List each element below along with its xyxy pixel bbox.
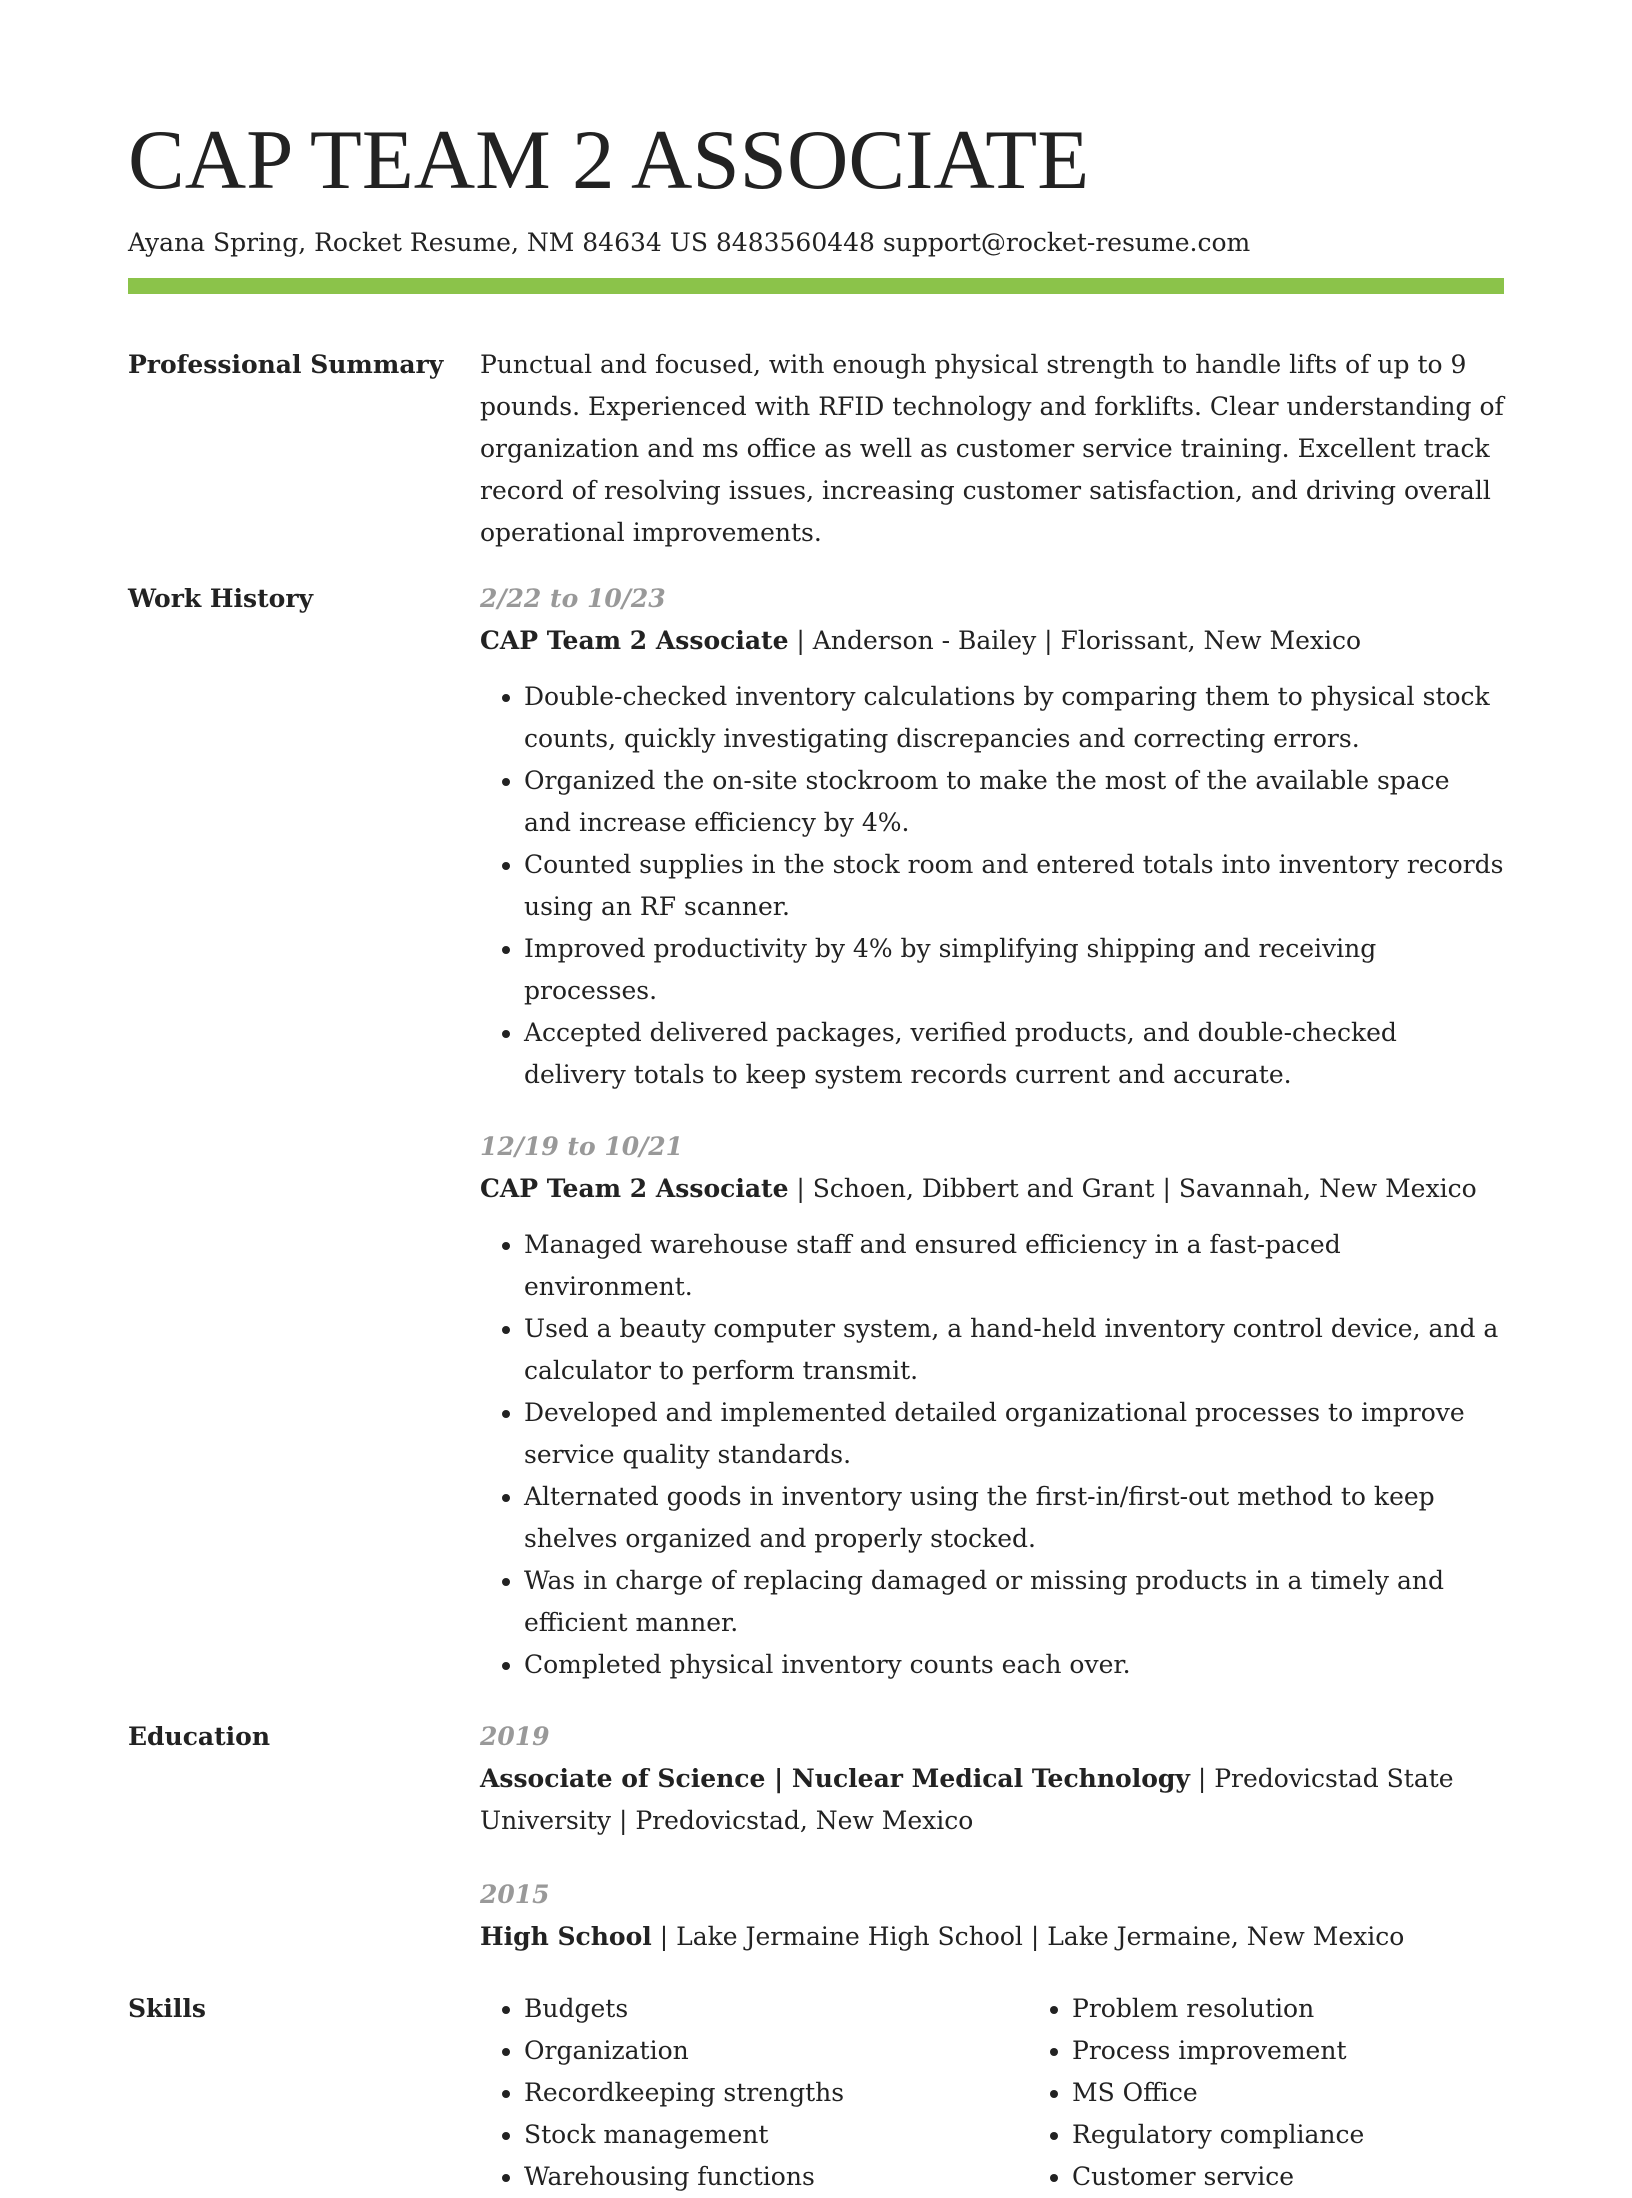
work-history-label: Work History bbox=[128, 583, 314, 613]
list-item: • Warehousing functions bbox=[524, 2156, 1028, 2198]
job-details: | Schoen, Dibbert and Grant | Savannah, New Mexico bbox=[788, 1173, 1477, 1203]
skills-label: Skills bbox=[128, 1993, 206, 2023]
job-role-line bbox=[480, 1168, 1504, 1210]
list-item: • Used a beauty computer system, a hand-held inventory control device, and a calculator to perform transmit. bbox=[524, 1308, 1504, 1392]
list-item: • Problem resolution bbox=[1072, 1988, 1492, 2030]
skills-columns bbox=[480, 1988, 1504, 2198]
list-item: • Was in charge of replacing damaged or missing products in a timely and efficient manner. bbox=[524, 1560, 1504, 1644]
list-item: • Counted supplies in the stock room and entered totals into inventory records using an RF scanner. bbox=[524, 844, 1504, 928]
job-role-line bbox=[480, 620, 1504, 662]
job-bullets bbox=[480, 1224, 1504, 1686]
contact-line: Ayana Spring, Rocket Resume, NM 84634 US 8483560448 support@rocket-resume.com bbox=[128, 228, 1251, 257]
list-item: • Process improvement bbox=[1072, 2030, 1492, 2072]
education-details: | Predovicstad State University | Predovicstad, New Mexico bbox=[480, 1763, 1454, 1835]
work-history-section bbox=[128, 578, 1504, 1686]
list-item: • Recordkeeping strengths bbox=[524, 2072, 1028, 2114]
job-title: CAP Team 2 Associate bbox=[480, 1173, 789, 1203]
accent-divider bbox=[128, 278, 1504, 294]
job-title: CAP Team 2 Associate bbox=[480, 625, 789, 655]
job-date: 2/22 to 10/23 bbox=[480, 583, 666, 613]
list-item: • Regulatory compliance bbox=[1072, 2114, 1492, 2156]
resume-page bbox=[128, 113, 1504, 2198]
education-label: Education bbox=[128, 1721, 271, 1751]
education-date: 2015 bbox=[480, 1879, 550, 1909]
education-date: 2019 bbox=[480, 1721, 550, 1751]
list-item: • Double-checked inventory calculations by comparing them to physical stock counts, quickly investigating discrepancies and correcting errors. bbox=[524, 676, 1504, 760]
job-details: | Anderson - Bailey | Florissant, New Mexico bbox=[788, 625, 1362, 655]
summary-label: Professional Summary bbox=[128, 349, 444, 379]
list-item: • Stock management bbox=[524, 2114, 1028, 2156]
job-bullets bbox=[480, 676, 1504, 1096]
list-item: • Organized the on-site stockroom to make the most of the available space and increase efficiency by 4%. bbox=[524, 760, 1504, 844]
list-item: • Alternated goods in inventory using the first-in/first-out method to keep shelves organized and properly stocked. bbox=[524, 1476, 1504, 1560]
job-entry bbox=[480, 578, 1504, 1096]
job-entry bbox=[480, 1126, 1504, 1686]
list-item: • Accepted delivered packages, verified products, and double-checked delivery totals to keep system records current and accurate. bbox=[524, 1012, 1504, 1096]
list-item: • MS Office bbox=[1072, 2072, 1492, 2114]
skills-list-left bbox=[480, 1988, 1028, 2198]
list-item: • Organization bbox=[524, 2030, 1028, 2072]
list-item: • Improved productivity by 4% by simplifying shipping and receiving processes. bbox=[524, 928, 1504, 1012]
summary-section bbox=[128, 344, 1504, 554]
list-item: • Budgets bbox=[524, 1988, 1028, 2030]
resume-title: CAP TEAM 2 ASSOCIATE bbox=[128, 113, 1090, 207]
list-item: • Completed physical inventory counts each over. bbox=[524, 1644, 1504, 1686]
list-item: • Customer service bbox=[1072, 2156, 1492, 2198]
skills-list-right bbox=[1028, 1988, 1492, 2198]
summary-text: Punctual and focused, with enough physical strength to handle lifts of up to 9 pounds. Experienced with RFID technology and forklifts. Clear understanding of organization and ms office as well as customer service training. Excellent track record of resolving issues, increasing customer satisfaction, and driving overall operational improvements. bbox=[480, 349, 1504, 547]
education-degree: High School bbox=[480, 1921, 652, 1951]
skills-section bbox=[128, 1988, 1504, 2198]
education-details: | Lake Jermaine High School | Lake Jermaine, New Mexico bbox=[651, 1921, 1405, 1951]
education-section bbox=[128, 1716, 1504, 1958]
list-item: • Managed warehouse staff and ensured efficiency in a fast-paced environment. bbox=[524, 1224, 1504, 1308]
list-item: • Developed and implemented detailed organizational processes to improve service quality standards. bbox=[524, 1392, 1504, 1476]
education-entry bbox=[480, 1716, 1504, 1842]
education-degree: Associate of Science | Nuclear Medical Technology bbox=[480, 1763, 1190, 1793]
education-entry bbox=[480, 1874, 1504, 1958]
job-date: 12/19 to 10/21 bbox=[480, 1131, 684, 1161]
